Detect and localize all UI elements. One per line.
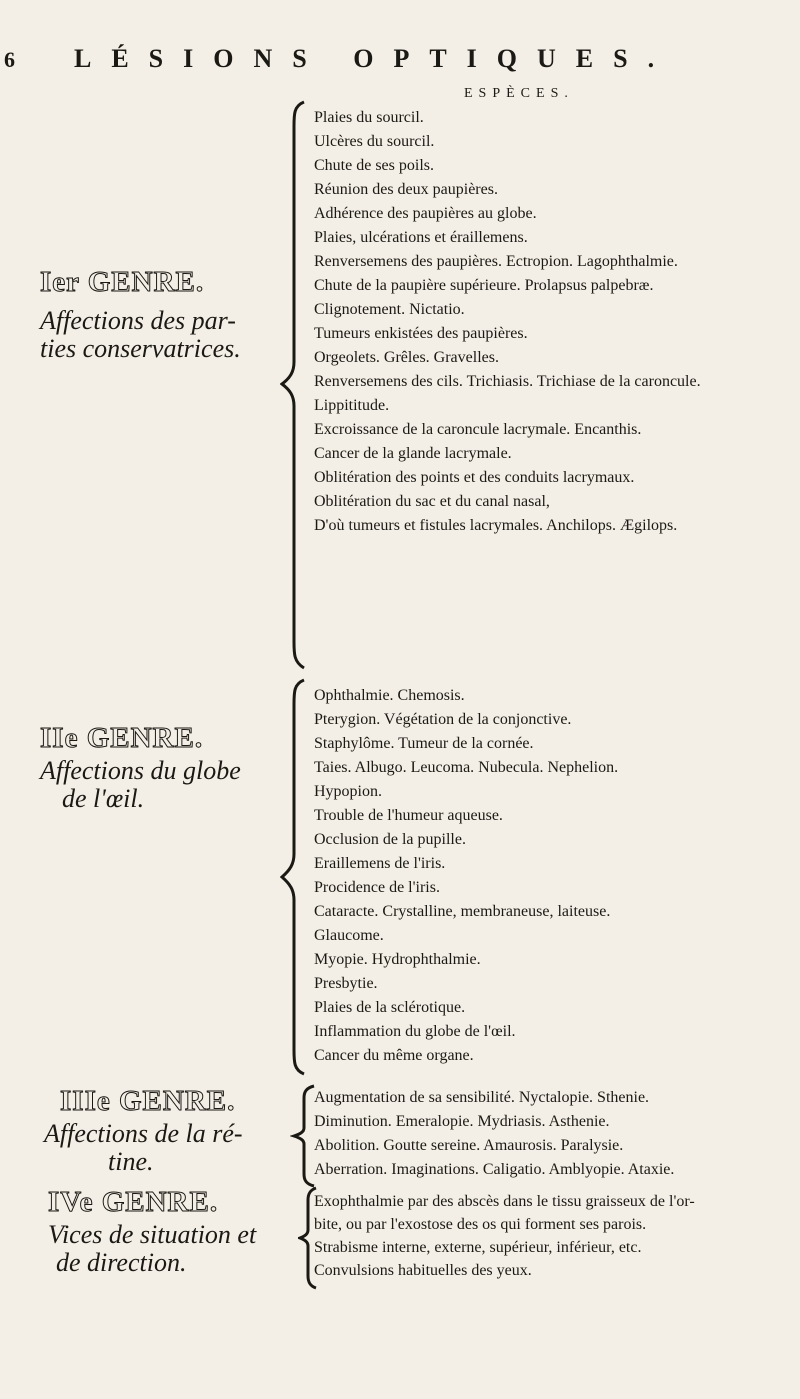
espece-item: Abolition. Goutte sereine. Amaurosis. Paralysie. [314, 1137, 624, 1154]
genre-4-subtitle-line-2: de direction. [56, 1248, 187, 1277]
espece-item: Cataracte. Crystalline, membraneuse, laiteuse. [314, 903, 611, 920]
espece-item: Staphylôme. Tumeur de la cornée. [314, 735, 534, 752]
genre-2-title: IIe GENRE. [40, 722, 204, 754]
running-head: LÉSIONS OPTIQUES. [74, 44, 675, 73]
genre-1-label [40, 266, 241, 363]
espece-item: Pterygion. Végétation de la conjonctive. [314, 711, 572, 728]
espece-item: Occlusion de la pupille. [314, 831, 466, 848]
espece-item: Cancer du même organe. [314, 1047, 474, 1064]
espece-item: Inflammation du globe de l'œil. [314, 1023, 516, 1040]
espece-item: Myopie. Hydrophthalmie. [314, 951, 481, 968]
espece-item: Orgeolets. Grêles. Gravelles. [314, 349, 499, 366]
genre-3-subtitle-line-2: tine. [108, 1147, 154, 1176]
genre-1-subtitle-line-2: ties conservatrices. [40, 334, 241, 363]
genre-4-title: IVe GENRE. [48, 1186, 219, 1218]
espece-item: Hypopion. [314, 783, 382, 800]
genre-4-subtitle-line-1: Vices de situation et [48, 1220, 257, 1249]
genre-1-subtitle-line-1: Affections des par- [40, 306, 236, 335]
espece-item: Renversemens des paupières. Ectropion. Lagophthalmie. [314, 253, 678, 270]
genre-2-label [40, 722, 241, 813]
espece-item: Excroissance de la caroncule lacrymale. Encanthis. [314, 421, 642, 438]
espece-item: Convulsions habituelles des yeux. [314, 1262, 532, 1279]
espece-item: Exophthalmie par des abscès dans le tissu graisseux de l'or- [314, 1193, 695, 1210]
espece-item: D'où tumeurs et fistules lacrymales. Anchilops. Ægilops. [314, 517, 678, 534]
espece-item: Taies. Albugo. Leucoma. Nubecula. Nephelion. [314, 759, 619, 776]
genre-2-subtitle-line-1: Affections du globe [40, 756, 241, 785]
espece-item: bite, ou par l'exostose des os qui forment ses parois. [314, 1216, 647, 1233]
genre-3-subtitle-line-1: Affections de la ré- [44, 1119, 243, 1148]
espece-item: Lippititude. [314, 397, 390, 414]
genre-2-brace [280, 678, 316, 1076]
espece-item: Presbytie. [314, 975, 378, 992]
espece-item: Trouble de l'humeur aqueuse. [314, 807, 503, 824]
espece-item: Plaies du sourcil. [314, 109, 424, 126]
espece-item: Eraillemens de l'iris. [314, 855, 446, 872]
genre-3-label [44, 1085, 243, 1176]
genre-1-title: Ier GENRE. [40, 266, 205, 298]
espece-item: Réunion des deux paupières. [314, 181, 498, 198]
espece-item: Oblitération des points et des conduits lacrymaux. [314, 469, 635, 486]
genre-3-especes-list [314, 1086, 674, 1182]
espece-item: Tumeurs enkistées des paupières. [314, 325, 528, 342]
genre-4-label [48, 1186, 256, 1277]
espece-item: Chute de la paupière supérieure. Prolapsus palpebræ. [314, 277, 654, 294]
page-number: 6 [4, 47, 15, 72]
espece-item: Procidence de l'iris. [314, 879, 440, 896]
espece-item: Cancer de la glande lacrymale. [314, 445, 512, 462]
espece-item: Clignotement. Nictatio. [314, 301, 465, 318]
genre-2-subtitle-line-2: de l'œil. [62, 784, 145, 813]
genre-2-especes-list [314, 684, 618, 1068]
espece-item: Oblitération du sac et du canal nasal, [314, 493, 550, 510]
espece-item: Augmentation de sa sensibilité. Nyctalopie. Sthenie. [314, 1089, 650, 1106]
genre-4-especes-list [314, 1190, 695, 1282]
espece-item: Ophthalmie. Chemosis. [314, 687, 465, 704]
espece-item: Glaucome. [314, 927, 384, 944]
espece-item: Ulcères du sourcil. [314, 133, 435, 150]
genre-1-especes-list [314, 106, 701, 538]
genre-1-brace [280, 100, 316, 670]
espece-item: Plaies, ulcérations et éraillemens. [314, 229, 528, 246]
espece-item: Strabisme interne, externe, supérieur, inférieur, etc. [314, 1239, 642, 1256]
espece-item: Adhérence des paupières au globe. [314, 205, 537, 222]
especes-heading: ESPÈCES. [464, 86, 574, 101]
genre-3-title: IIIe GENRE. [60, 1085, 236, 1117]
espece-item: Renversemens des cils. Trichiasis. Trichiase de la caroncule. [314, 373, 701, 390]
espece-item: Chute de ses poils. [314, 157, 434, 174]
espece-item: Diminution. Emeralopie. Mydriasis. Asthenie. [314, 1113, 610, 1130]
espece-item: Aberration. Imaginations. Caligatio. Amblyopie. Ataxie. [314, 1161, 675, 1178]
espece-item: Plaies de la sclérotique. [314, 999, 466, 1016]
